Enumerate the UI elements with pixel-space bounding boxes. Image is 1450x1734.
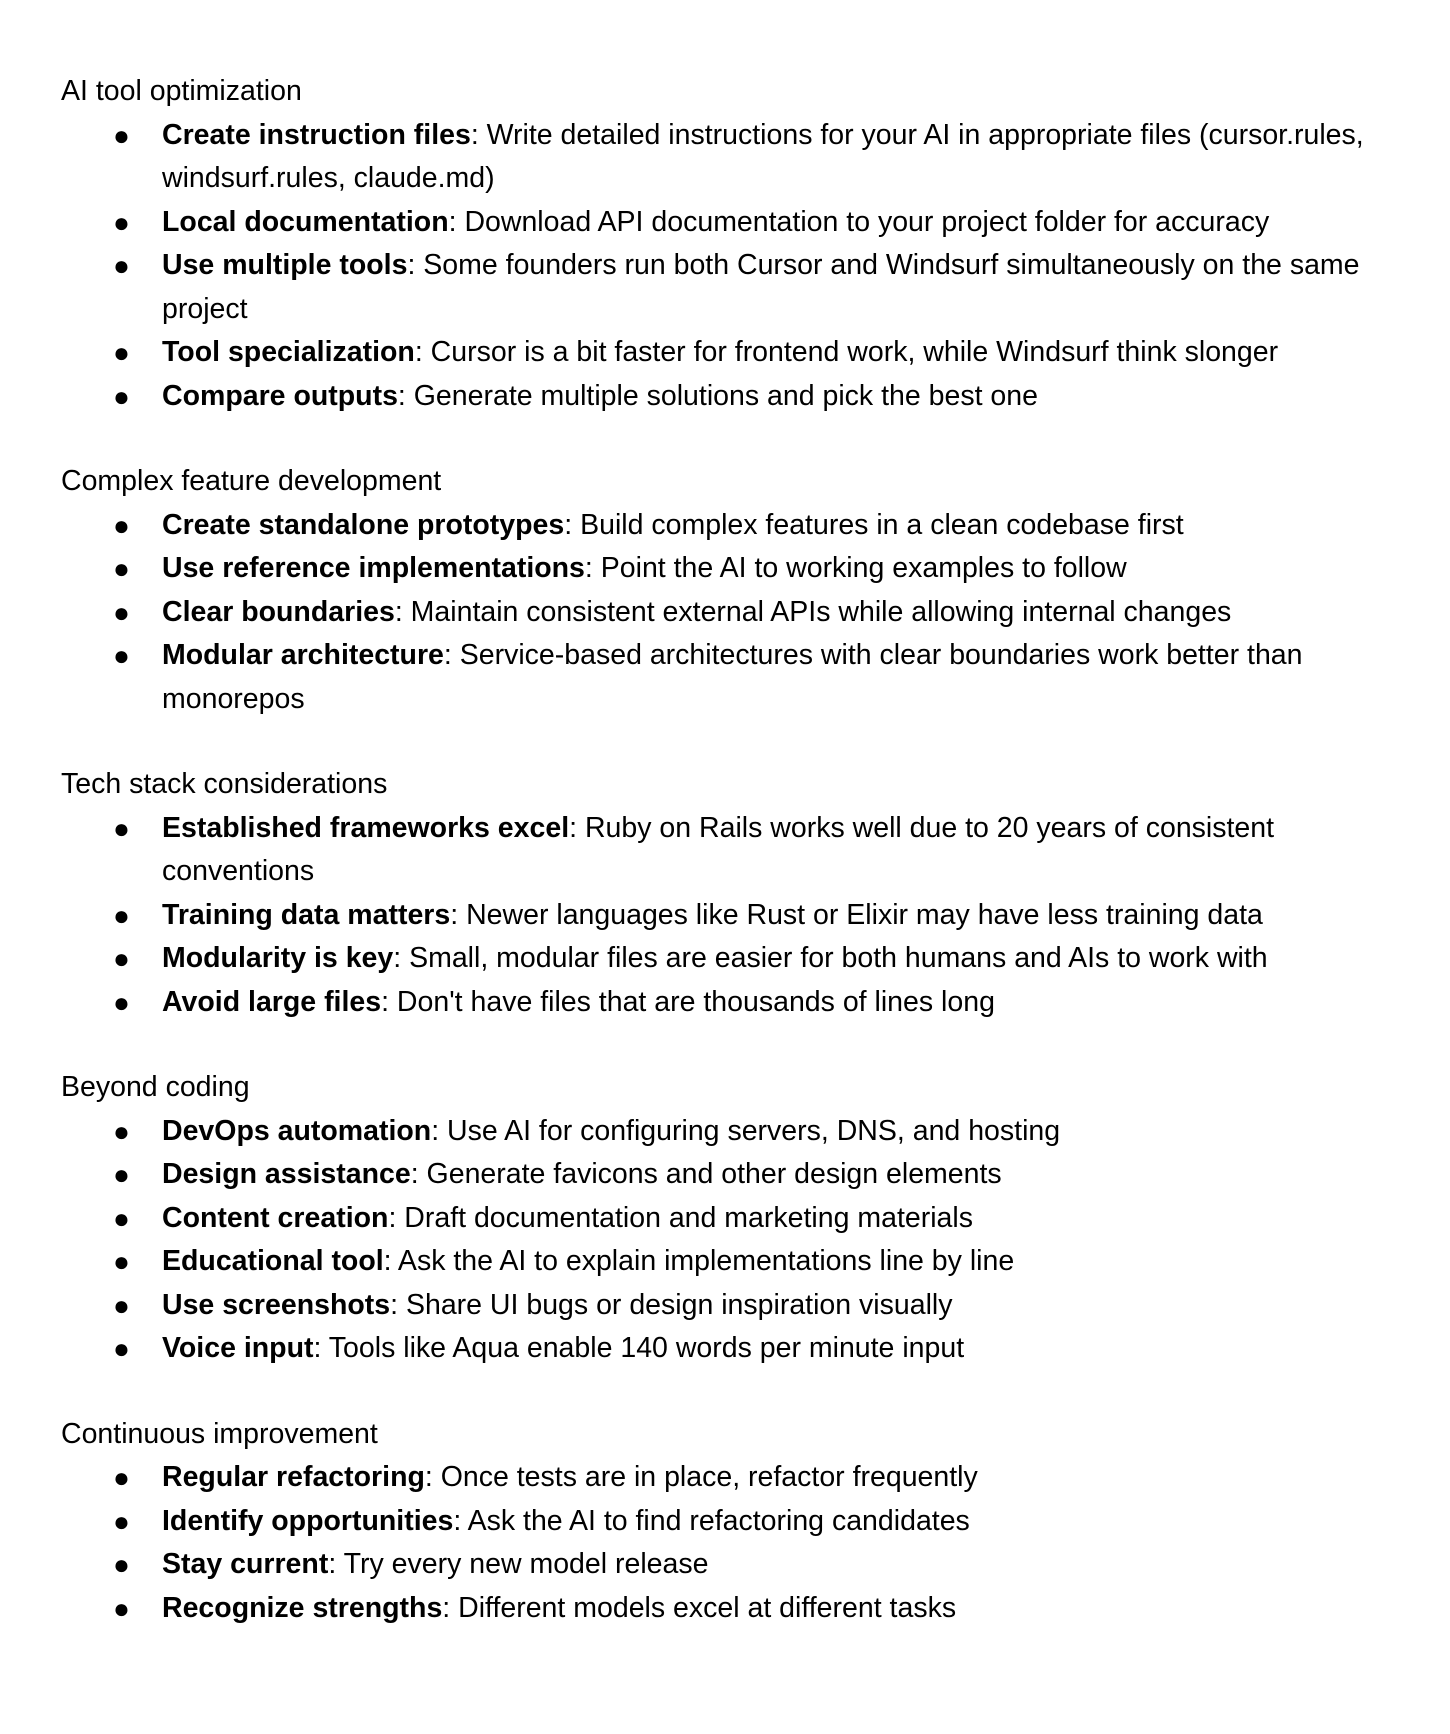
item-description: : Don't have files that are thousands of lines long	[381, 985, 995, 1018]
item-description: : Draft documentation and marketing materials	[388, 1201, 973, 1234]
document-body	[61, 70, 1401, 1672]
bullet-dot-icon: ●	[113, 1333, 130, 1364]
bullet-dot-icon: ●	[113, 596, 130, 628]
item-term: Modular architecture	[162, 639, 444, 671]
list-item	[61, 201, 1401, 245]
item-term: Use multiple tools	[162, 249, 408, 281]
list-item	[61, 1197, 1401, 1241]
item-description: : Maintain consistent external APIs while allowing internal changes	[394, 595, 1232, 628]
list-item	[61, 591, 1401, 635]
list-item	[61, 981, 1401, 1025]
item-description: : Once tests are in place, refactor frequently	[424, 1461, 978, 1493]
section	[61, 1066, 1401, 1371]
bullet-dot-icon: ●	[113, 1159, 130, 1190]
list-item	[61, 1456, 1401, 1500]
item-description: : Service-based architectures with clear boundaries work better than monorepos	[162, 639, 1303, 715]
item-term: Modularity is key	[162, 942, 394, 974]
item-description: : Different models excel at different tasks	[442, 1591, 957, 1624]
item-description: : Try every new model release	[328, 1548, 709, 1580]
item-term: Established frameworks excel	[162, 811, 570, 844]
section-heading: Complex feature development	[61, 465, 442, 497]
bullet-dot-icon: ●	[113, 986, 130, 1018]
item-description: : Share UI bugs or design inspiration visually	[390, 1288, 953, 1321]
item-description: : Build complex features in a clean codebase first	[564, 508, 1184, 541]
section	[61, 460, 1401, 721]
item-term: Stay current	[162, 1548, 329, 1580]
item-term: Avoid large files	[162, 985, 382, 1018]
item-term: Compare outputs	[162, 379, 398, 412]
item-description: : Generate multiple solutions and pick the best one	[397, 379, 1038, 412]
item-term: Create instruction files	[162, 118, 471, 151]
item-term: Training data matters	[162, 898, 451, 931]
bullet-dot-icon: ●	[113, 1289, 130, 1321]
section-heading: Continuous improvement	[61, 1417, 378, 1450]
bullet-dot-icon: ●	[113, 1505, 130, 1537]
bullet-dot-icon: ●	[113, 337, 130, 368]
item-description: : Download API documentation to your project folder for accuracy	[448, 205, 1270, 238]
item-description: : Generate favicons and other design elements	[410, 1158, 1002, 1190]
bullet-list	[61, 1456, 1401, 1630]
bullet-dot-icon: ●	[113, 380, 130, 412]
item-term: Identify opportunities	[162, 1504, 454, 1537]
section	[61, 1413, 1401, 1631]
item-term: Content creation	[162, 1201, 389, 1234]
bullet-dot-icon: ●	[113, 1246, 130, 1277]
item-term: DevOps automation	[162, 1114, 432, 1147]
item-description: : Cursor is a bit faster for frontend work, while Windsurf think slonger	[414, 336, 1279, 368]
bullet-dot-icon: ●	[113, 1202, 130, 1234]
item-description: : Point the AI to working examples to follow	[584, 552, 1127, 584]
item-term: Clear boundaries	[162, 595, 395, 628]
item-description: : Some founders run both Cursor and Windsurf simultaneously on the same project	[162, 249, 1360, 325]
list-item	[61, 1240, 1401, 1284]
list-item	[61, 1327, 1401, 1371]
item-description: : Ask the AI to find refactoring candidates	[453, 1504, 970, 1537]
item-description: : Ruby on Rails works well due to 20 years of consistent conventions	[162, 811, 1275, 887]
item-description: : Small, modular files are easier for both humans and AIs to work with	[393, 942, 1268, 974]
section	[61, 763, 1401, 1024]
bullet-dot-icon: ●	[113, 119, 130, 151]
list-item	[61, 1500, 1401, 1544]
item-term: Create standalone prototypes	[162, 508, 565, 541]
bullet-dot-icon: ●	[113, 553, 130, 584]
bullet-list	[61, 1110, 1401, 1371]
list-item	[61, 114, 1401, 201]
item-description: : Use AI for configuring servers, DNS, and hosting	[431, 1114, 1061, 1147]
bullet-list	[61, 504, 1401, 722]
list-item	[61, 1543, 1401, 1587]
bullet-dot-icon: ●	[113, 899, 130, 931]
bullet-dot-icon: ●	[113, 812, 130, 844]
bullet-dot-icon: ●	[113, 1549, 130, 1580]
section-heading: Tech stack considerations	[61, 768, 388, 800]
bullet-dot-icon: ●	[113, 509, 130, 541]
section	[61, 70, 1401, 418]
item-term: Design assistance	[162, 1158, 411, 1190]
list-item	[61, 1110, 1401, 1154]
list-item	[61, 937, 1401, 981]
item-term: Voice input	[162, 1332, 314, 1364]
item-term: Regular refactoring	[162, 1461, 425, 1493]
bullet-dot-icon: ●	[113, 206, 130, 238]
list-item	[61, 547, 1401, 591]
list-item	[61, 894, 1401, 938]
list-item	[61, 244, 1401, 331]
item-description: : Newer languages like Rust or Elixir may have less training data	[450, 898, 1263, 931]
bullet-dot-icon: ●	[113, 250, 130, 281]
item-term: Tool specialization	[162, 336, 415, 368]
bullet-dot-icon: ●	[113, 640, 130, 671]
item-term: Recognize strengths	[162, 1591, 443, 1624]
list-item	[61, 504, 1401, 548]
list-item	[61, 1153, 1401, 1197]
list-item	[61, 1587, 1401, 1631]
list-item	[61, 634, 1401, 721]
bullet-list	[61, 114, 1401, 419]
item-term: Use reference implementations	[162, 552, 585, 584]
item-term: Educational tool	[162, 1245, 384, 1277]
list-item	[61, 375, 1401, 419]
bullet-list	[61, 807, 1401, 1025]
list-item	[61, 807, 1401, 894]
list-item	[61, 331, 1401, 375]
bullet-dot-icon: ●	[113, 1592, 130, 1624]
item-description: : Write detailed instructions for your AI in appropriate files (cursor.rules, windsurf.rules, claude.md)	[162, 118, 1364, 194]
bullet-dot-icon: ●	[113, 1462, 130, 1493]
section-heading: AI tool optimization	[61, 75, 302, 107]
item-term: Local documentation	[162, 205, 449, 238]
bullet-dot-icon: ●	[113, 1115, 130, 1147]
list-item	[61, 1284, 1401, 1328]
bullet-dot-icon: ●	[113, 943, 130, 974]
section-heading: Beyond coding	[61, 1071, 250, 1103]
item-description: : Tools like Aqua enable 140 words per minute input	[313, 1332, 965, 1364]
item-description: : Ask the AI to explain implementations line by line	[383, 1245, 1015, 1277]
item-term: Use screenshots	[162, 1288, 391, 1321]
